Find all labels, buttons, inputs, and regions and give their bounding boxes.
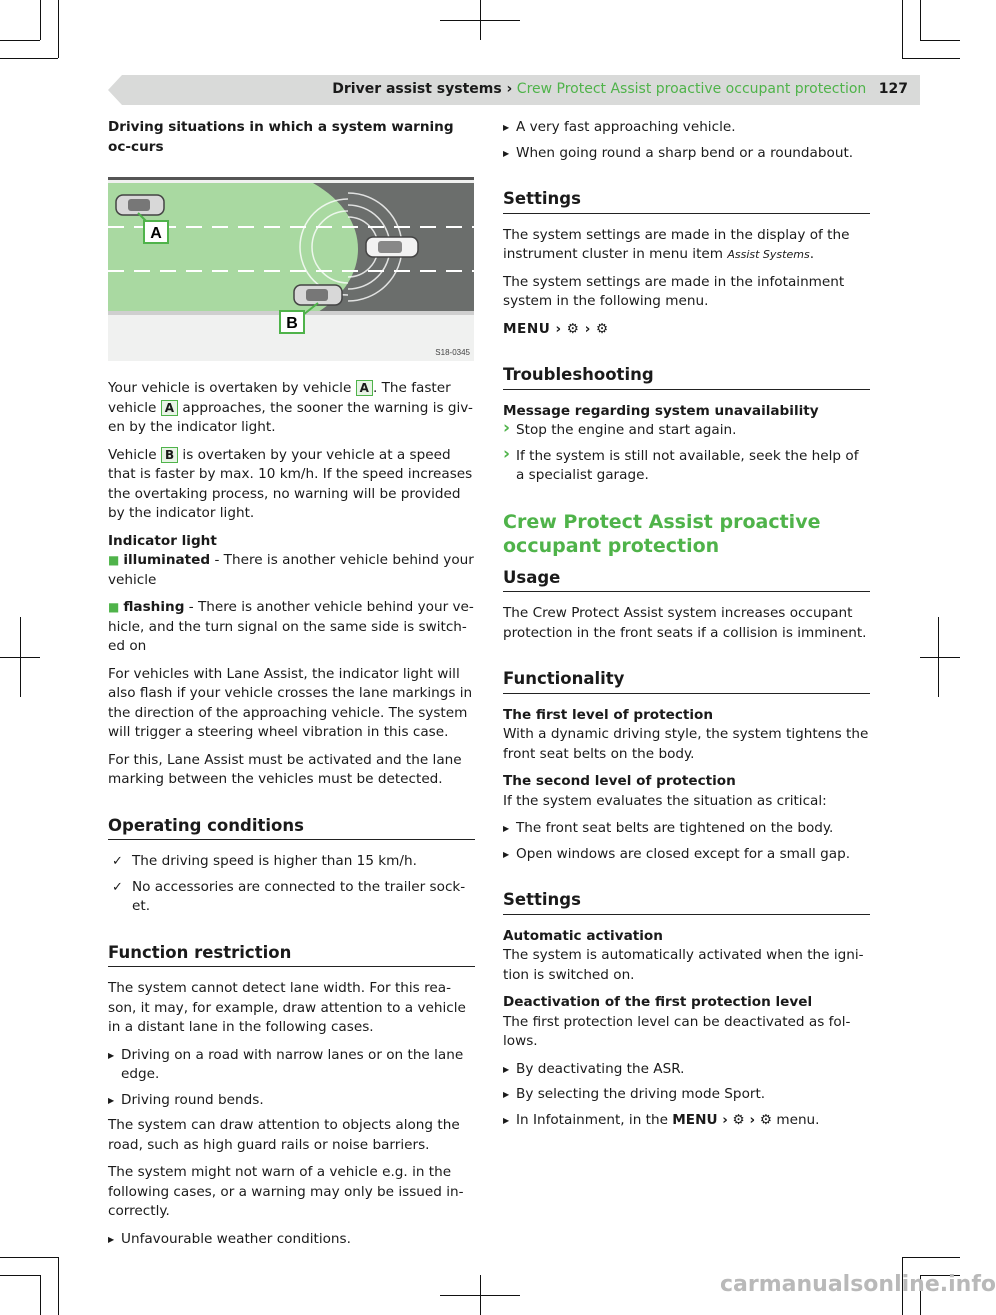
paragraph: The Crew Protect Assist system increases occupant protection in the front seats if a collision is imminent. [503, 605, 867, 641]
header-subsection: Crew Protect Assist proactive occupant protection [516, 81, 867, 97]
menu-item-name: Assist Systems [727, 248, 810, 261]
square-bullet-icon: ■ [108, 553, 120, 567]
list-item: › If the system is still not available, seek the help of a specialist garage. [503, 447, 870, 486]
deactivation-list [503, 1060, 870, 1131]
list-item: ▶ Driving round bends. [108, 1091, 475, 1111]
text-span: menu. [772, 1111, 820, 1128]
warning-list-continued [503, 118, 870, 163]
crop-mark [480, 1275, 481, 1315]
watermark: carmanualsonline.info [720, 1272, 996, 1297]
list-item: ✓ The driving speed is higher than 15 km/h. [108, 852, 475, 872]
text-span: Vehicle [108, 446, 161, 463]
list-item: ▶ The front seat belts are tightened on the body. [503, 819, 870, 839]
inline-label-b: B [161, 447, 178, 463]
crop-mark [58, 1257, 59, 1315]
chapter-title: Crew Protect Assist proactive occupant protection [503, 510, 821, 557]
paragraph: With a dynamic driving style, the system tightens the front seat belts on the body. [503, 726, 869, 762]
heading-usage: Usage [503, 568, 870, 593]
paragraph [108, 379, 475, 438]
text-span: . [809, 246, 815, 262]
text-span: Your vehicle is overtaken by vehicle [108, 380, 356, 396]
vehicle-b-icon [294, 285, 342, 305]
lane-warning-figure [108, 177, 474, 361]
term: flashing [123, 599, 185, 615]
list-item: ▶ Open windows are closed except for a small gap. [503, 845, 870, 865]
operating-list [108, 852, 475, 917]
list-item: ▶ By selecting the driving mode Sport. [503, 1085, 870, 1105]
subheading: Automatic activation [503, 927, 663, 944]
trouble-list [503, 421, 870, 486]
header-section: Driver assist systems › [332, 81, 513, 97]
indicator-item [108, 551, 475, 590]
heading-settings: Settings [503, 189, 870, 214]
own-vehicle-icon [366, 237, 418, 257]
crop-mark [20, 617, 21, 697]
subheading: Deactivation of the first protection level [503, 994, 813, 1010]
protection-list [503, 819, 870, 864]
paragraph: For this, Lane Assist must be activated and the lane marking between the vehicles must be detected. [108, 751, 462, 787]
vehicle-a-icon [116, 195, 164, 215]
list-item: ▶ Driving on a road with narrow lanes or on the lane edge. [108, 1046, 475, 1085]
list-item: ✓ No accessories are connected to the trailer sock-et. [108, 878, 475, 917]
paragraph: The system settings are made in the infotainment system in the following menu. [503, 273, 845, 309]
list-item: ▶ Unfavourable weather conditions. [108, 1230, 475, 1250]
inline-label-a: A [356, 380, 373, 396]
crop-mark [902, 1257, 960, 1258]
subheading: The first level of protection [503, 706, 714, 723]
figure-label-a: A [150, 225, 162, 242]
square-bullet-icon: ■ [108, 600, 120, 614]
crop-mark [58, 0, 59, 58]
left-column [108, 118, 475, 1255]
crop-mark [0, 58, 58, 59]
crop-mark [938, 617, 939, 697]
paragraph: The system cannot detect lane width. For this rea-son, it may, for example, draw attention to a vehicle in a distant lane in the following cases. [108, 980, 466, 1035]
figure-label-b: B [286, 315, 298, 332]
list-item [503, 1111, 870, 1131]
paragraph: The system might not warn of a vehicle e.g. in the following cases, or a warning may only be issued in-correctly. [108, 1164, 464, 1219]
term: illuminated [123, 552, 211, 568]
text-span: - There is another vehicle behind your vehicle [108, 552, 474, 588]
menu-path: MENU › ⚙ › ⚙ [503, 320, 609, 337]
subheading: The second level of protection [503, 773, 736, 789]
text-span: The system settings are made in the display of the instrument cluster in menu item [503, 226, 850, 262]
indicator-item [108, 598, 475, 657]
paragraph: The system is automatically activated when the igni-tion is switched on. [503, 947, 864, 983]
paragraph [108, 446, 475, 524]
text-span: approaches, the sooner the warning is giv-en by the indicator light. [108, 399, 473, 435]
crop-mark [920, 0, 921, 40]
crop-mark [902, 0, 903, 58]
heading-troubleshooting: Troubleshooting [503, 365, 870, 390]
restriction-list [108, 1046, 475, 1111]
text-span: In Infotainment, in the [516, 1111, 673, 1128]
crop-mark [0, 40, 40, 41]
paragraph: If the system evaluates the situation as critical: [503, 792, 827, 809]
paragraph: For vehicles with Lane Assist, the indicator light will also flash if your vehicle crosses the lane markings in the direction of the approaching vehicle. The system will trigger a steering wheel vibration in this case. [108, 665, 473, 740]
list-item: ▶ By deactivating the ASR. [503, 1060, 870, 1080]
crop-mark [0, 1257, 58, 1258]
page-header-notch [108, 75, 122, 105]
crop-mark [920, 657, 960, 658]
trouble-title: Message regarding system unavailability [503, 402, 819, 419]
indicator-title: Indicator light [108, 532, 217, 549]
figure-code: S18-0345 [435, 348, 470, 357]
figure-heading: Driving situations in which a system warning oc-curs [108, 119, 454, 155]
text-span: - There is another vehicle behind your ve-hicle, and the turn signal on the same side is switch-ed on [108, 599, 474, 654]
heading-functionality: Functionality [503, 669, 870, 694]
page-header [332, 81, 908, 97]
list-item: ▶ A very fast approaching vehicle. [503, 118, 870, 138]
heading-operating-conditions: Operating conditions [108, 816, 475, 841]
crop-mark [920, 40, 960, 41]
paragraph [503, 226, 870, 265]
right-column [503, 118, 870, 1136]
list-item: › Stop the engine and start again. [503, 421, 870, 441]
heading-function-restriction: Function restriction [108, 943, 475, 968]
paragraph: The system can draw attention to objects along the road, such as high guard rails or noise barriers. [108, 1117, 460, 1153]
crop-mark [480, 0, 481, 40]
list-item: ▶ When going round a sharp bend or a roundabout. [503, 144, 870, 164]
inline-label-a: A [161, 400, 178, 416]
warning-list [108, 1230, 475, 1250]
heading-settings-2: Settings [503, 890, 870, 915]
menu-path-inline: MENU › ⚙ › ⚙ [672, 1111, 773, 1128]
text-span: . The faster vehicle [108, 380, 451, 416]
paragraph: The first protection level can be deactivated as fol-lows. [503, 1013, 851, 1049]
crop-mark [902, 58, 960, 59]
crop-mark [40, 1275, 41, 1315]
crop-mark [40, 0, 41, 40]
crop-mark [0, 1275, 40, 1276]
text-span: is overtaken by your vehicle at a speed that is faster by max. 10 km/h. If the speed increases the overtaking process, no warning will be provided by the indicator light. [108, 446, 473, 521]
page-number: 127 [878, 81, 908, 97]
